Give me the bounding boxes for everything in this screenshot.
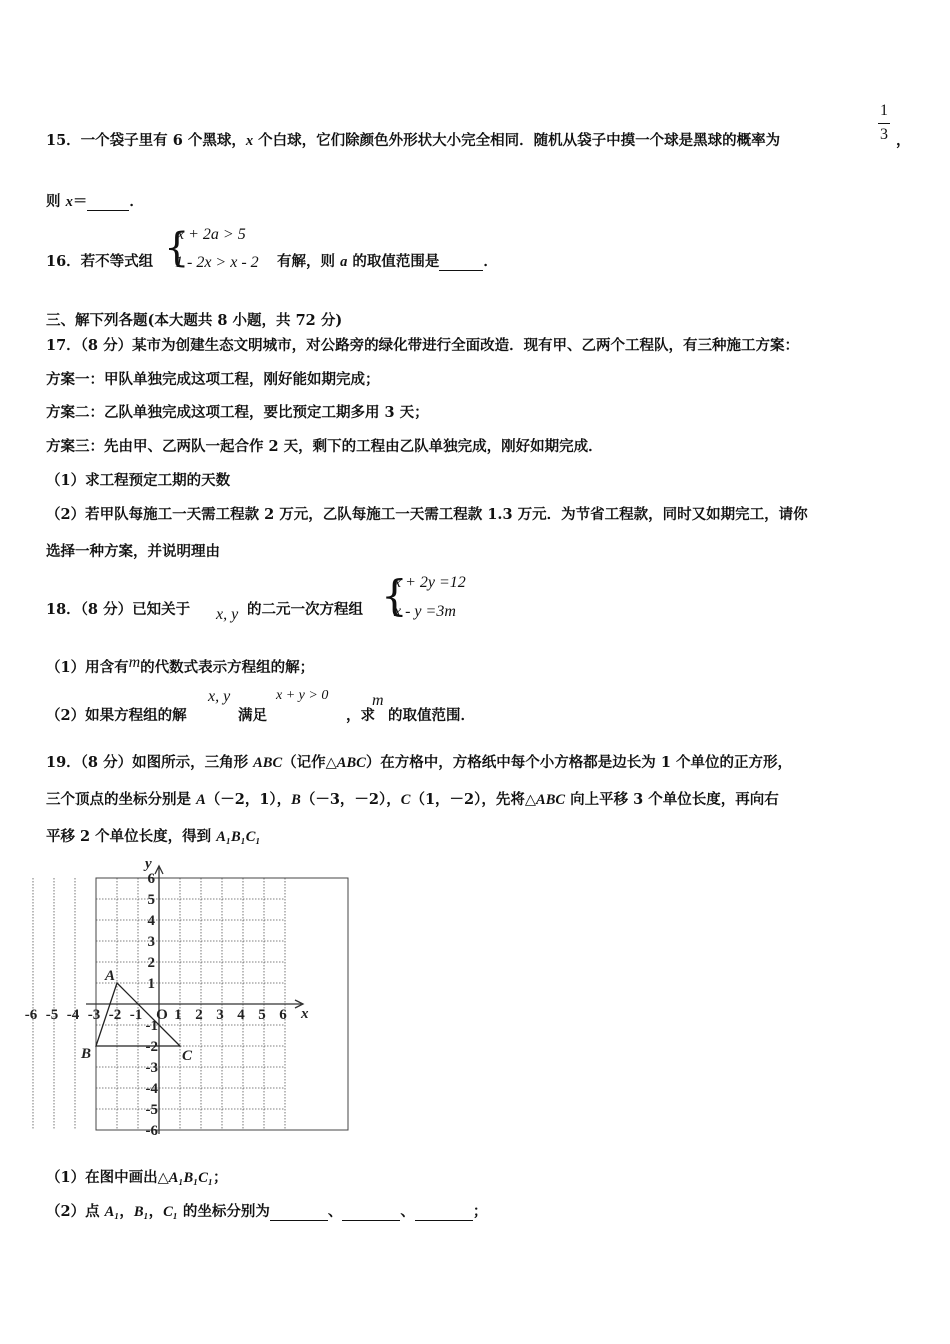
q15-line2: 则 x＝ ． xyxy=(46,193,144,210)
q16-inequality-1: x + 2a > 5 xyxy=(177,226,246,243)
q18-equation-2: x - y =3m xyxy=(394,603,456,620)
y-tick-label: -5 xyxy=(145,1102,158,1118)
y-tick-label: -6 xyxy=(145,1123,158,1139)
axes xyxy=(86,866,303,1134)
fraction-denominator: 3 xyxy=(880,126,888,143)
q18-vars: x, y xyxy=(216,606,239,623)
x-tick-label: -6 xyxy=(24,1007,38,1023)
q18-part1: （1）用含有m的代数式表示方程组的解； xyxy=(46,654,315,676)
x-tick-label: 5 xyxy=(258,1007,266,1023)
fraction-bar xyxy=(878,123,890,124)
y-tick-label: -2 xyxy=(145,1039,158,1055)
answer-blank-a1[interactable] xyxy=(270,1203,328,1221)
y-tick-label: -4 xyxy=(145,1081,158,1097)
q17-part2-line2: 选择一种方案，并说明理由 xyxy=(46,543,220,560)
q18-part2: （2）如果方程组的解 xyxy=(46,707,187,724)
q16-prefix: 16．若不等式组 xyxy=(46,253,154,270)
q19-line2: 三个顶点的坐标分别是 A（－2，1），B（－3，－2），C（1，－2），先将△ABC 向上平移 3 个单位长度，再向右 xyxy=(46,791,779,808)
x-tick-label: 2 xyxy=(195,1007,203,1023)
q17-part2-line1: （2）若甲队每施工一天需工程款 2 万元，乙队每施工一天需工程款 1.3 万元．为节省工程款，同时又如期完工，请你 xyxy=(46,506,808,523)
y-tick-label: 6 xyxy=(147,871,155,887)
system-brace: { xyxy=(164,225,190,271)
y-axis-label: y xyxy=(145,856,152,872)
q17-stem: 17．（8 分）某市为创建生态文明城市，对公路旁的绿化带进行全面改造．现有甲、乙两个工程队，有三种施工方案： xyxy=(46,337,800,354)
q18-equation-1: x + 2y =12 xyxy=(394,574,466,591)
q16-suffix: 有解，则 a 的取值范围是 ． xyxy=(277,253,498,270)
q17-plan1: 方案一：甲队单独完成这项工程，刚好能如期完成； xyxy=(46,371,380,388)
q16-inequality-2: 1 - 2x > x - 2 xyxy=(175,254,259,271)
x-tick-label: 4 xyxy=(237,1007,245,1023)
q19-line3: 平移 2 个单位长度，得到 A₁B₁C₁ xyxy=(46,828,261,845)
answer-blank-c1[interactable] xyxy=(415,1203,473,1221)
answer-blank-b1[interactable] xyxy=(342,1203,400,1221)
y-tick-label: 1 xyxy=(147,976,155,992)
x-tick-label: -3 xyxy=(87,1007,101,1023)
x-tick-label: 6 xyxy=(279,1007,287,1023)
y-tick-label: 3 xyxy=(147,934,155,950)
x-axis-label: x xyxy=(301,1006,309,1022)
y-tick-label: -3 xyxy=(145,1060,158,1076)
x-tick-label: 1 xyxy=(174,1007,182,1023)
x-tick-label: 3 xyxy=(216,1007,224,1023)
fraction-numerator: 1 xyxy=(880,102,888,119)
q18-part2-vars: x, y xyxy=(208,688,231,705)
q17-plan3: 方案三：先由甲、乙两队一起合作 2 天，剩下的工程由乙队单独完成，刚好如期完成． xyxy=(46,438,603,455)
q18-part2-end: 的取值范围． xyxy=(388,707,475,724)
y-tick-label: 2 xyxy=(147,955,155,971)
system-brace: { xyxy=(381,571,408,620)
q18-part2-m: m xyxy=(372,692,384,709)
vertex-label-c: C xyxy=(182,1048,193,1064)
q18-part2-satisfy: 满足 xyxy=(238,707,267,724)
q17-plan2: 方案二：乙队单独完成这项工程，要比预定工期多用 3 天； xyxy=(46,404,429,421)
q19-line1: 19．（8 分）如图所示，三角形 ABC（记作△ABC）在方格中，方格纸中每个小方格都是边长为 1 个单位的正方形， xyxy=(46,754,792,771)
y-tick-label: 5 xyxy=(147,892,155,908)
section-heading: 三、解下列各题(本大题共 8 小题，共 72 分) xyxy=(46,312,343,329)
q15-line1: 15．一个袋子里有 6 个黑球，x 个白球，它们除颜色外形状大小完全相同．随机从袋子中摸一个球是黑球的概率为 xyxy=(46,132,781,149)
y-tick-label: 4 xyxy=(147,913,155,929)
x-tick-label: O xyxy=(156,1007,168,1023)
q18-mid: 的二元一次方程组 xyxy=(247,601,363,618)
answer-blank[interactable] xyxy=(439,253,483,271)
q17-part1: （1）求工程预定工期的天数 xyxy=(46,472,231,489)
tick-labels xyxy=(25,856,309,1139)
q18-part2-condition: x + y > 0 xyxy=(276,688,329,703)
x-tick-label: -1 xyxy=(129,1007,143,1023)
answer-blank[interactable] xyxy=(87,193,129,211)
q18-part2-seek: ，求 xyxy=(346,707,375,724)
y-tick-label: -1 xyxy=(145,1018,158,1034)
x-tick-label: -5 xyxy=(45,1007,59,1023)
x-tick-label: -2 xyxy=(108,1007,122,1023)
x-tick-label: -4 xyxy=(66,1007,80,1023)
q15-comma: ， xyxy=(896,132,911,149)
vertex-label-a: A xyxy=(105,968,116,984)
q18-prefix: 18．（8 分）已知关于 xyxy=(46,601,191,618)
coordinate-grid xyxy=(24,848,340,1148)
q19-part1: （1）在图中画出△A₁B₁C₁； xyxy=(46,1169,228,1186)
vertex-label-b: B xyxy=(81,1046,92,1062)
q19-part2: （2）点 A₁，B₁，C₁ 的坐标分别为 、 、 ； xyxy=(46,1203,488,1220)
